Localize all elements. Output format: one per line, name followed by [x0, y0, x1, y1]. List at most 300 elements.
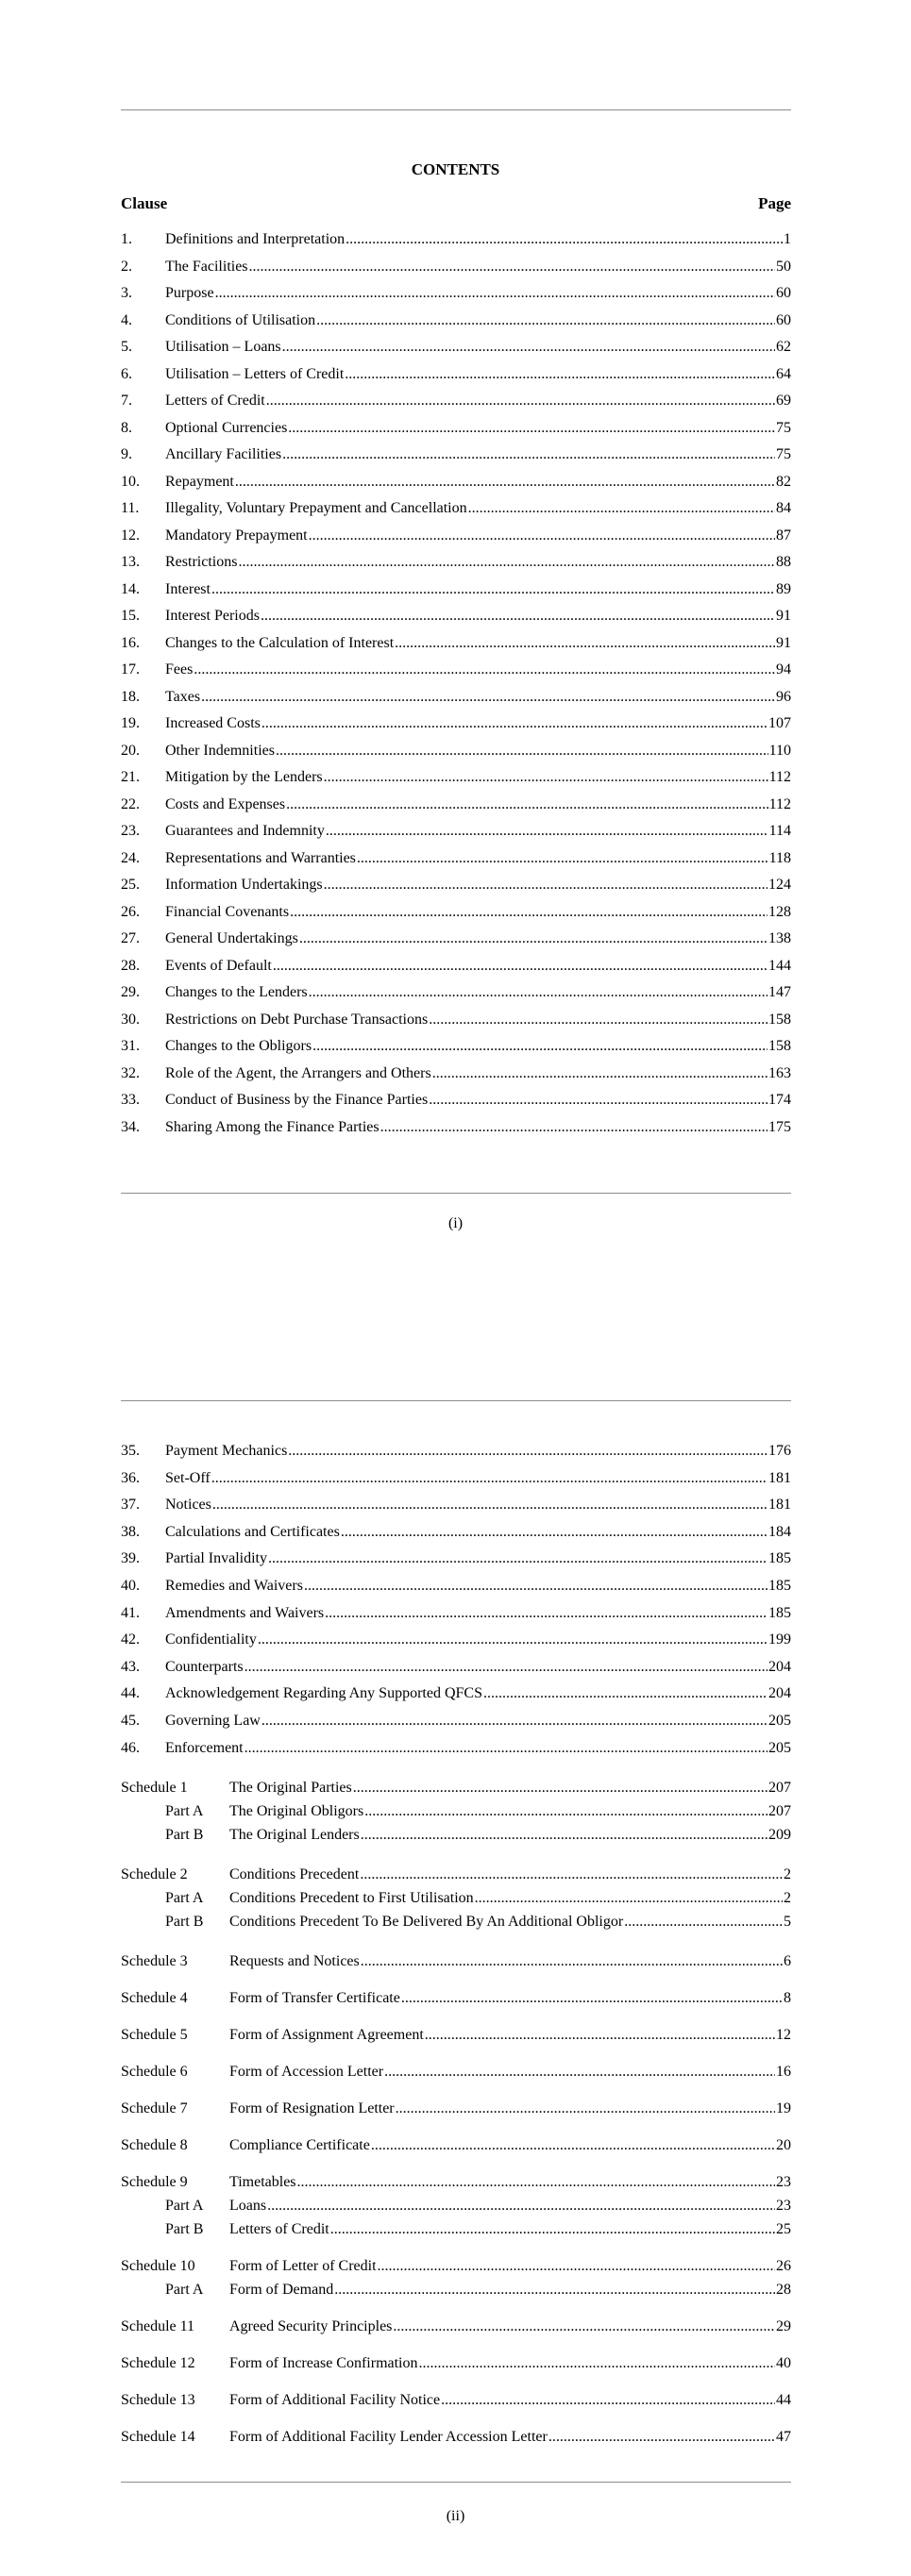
- entry-title: Costs and Expenses: [165, 795, 286, 812]
- entry-page-number: 199: [768, 1631, 791, 1648]
- entry-page-number: 112: [768, 769, 791, 785]
- dot-leader: [245, 1739, 768, 1758]
- toc-entry[interactable]: [121, 1523, 791, 1542]
- clause-number: 29.: [121, 984, 140, 1000]
- dot-leader: [267, 2197, 775, 2216]
- entry-title: Letters of Credit: [165, 393, 265, 409]
- entry-title: Optional Currencies: [165, 419, 288, 436]
- toc-part-entry[interactable]: [165, 2197, 791, 2216]
- clause-number: 46.: [121, 1739, 140, 1756]
- schedule-label: Schedule 2: [121, 1866, 188, 1882]
- dot-leader: [249, 258, 775, 276]
- clause-number: 43.: [121, 1658, 140, 1675]
- entry-page-number: 62: [776, 339, 791, 355]
- entry-title: Restrictions on Debt Purchase Transactions: [165, 1011, 429, 1028]
- entry-page-number: 176: [768, 1443, 791, 1459]
- schedule-label: Schedule 8: [121, 2137, 188, 2153]
- entry-title: Financial Covenants: [165, 903, 290, 920]
- footer-rule: [121, 2482, 791, 2483]
- part-label: Part A: [165, 1890, 204, 1906]
- contents-heading: CONTENTS: [411, 160, 500, 178]
- entry-title: Set-Off: [165, 1469, 211, 1486]
- dot-leader: [245, 1658, 768, 1677]
- entry-title: Sharing Among the Finance Parties: [165, 1118, 380, 1135]
- clause-number: 5.: [121, 339, 132, 355]
- entry-page-number: 91: [776, 608, 791, 624]
- page-number-footer: (i): [447, 1215, 464, 1231]
- toc-schedule-entry[interactable]: [121, 2173, 791, 2192]
- schedule-label: Schedule 11: [121, 2318, 195, 2334]
- dot-leader: [429, 1011, 768, 1029]
- dot-leader: [324, 768, 768, 787]
- entry-page-number: 204: [768, 1685, 791, 1702]
- toc-schedule-entry[interactable]: [121, 2063, 791, 2082]
- entry-page-number: 23: [776, 2198, 791, 2214]
- toc-entry[interactable]: [121, 1549, 791, 1568]
- toc-schedule-entry[interactable]: [121, 2391, 791, 2410]
- entry-page-number: 6: [784, 1953, 791, 1969]
- clause-number: 34.: [121, 1118, 140, 1135]
- entry-page-number: 144: [768, 957, 791, 974]
- entry-page-number: 112: [768, 795, 791, 812]
- clause-number: 20.: [121, 742, 140, 759]
- entry-title: Utilisation – Loans: [165, 339, 281, 355]
- entry-page-number: 60: [776, 311, 791, 328]
- part-label: Part A: [165, 2198, 204, 2214]
- entry-title: Enforcement: [165, 1739, 244, 1756]
- entry-page-number: 1: [784, 231, 791, 247]
- entry-title: Agreed Security Principles: [229, 2318, 393, 2334]
- toc-entry[interactable]: [121, 1496, 791, 1514]
- toc-entry[interactable]: [121, 580, 791, 599]
- header-rule: [121, 109, 791, 110]
- dot-leader: [384, 2063, 775, 2082]
- entry-title: Partial Invalidity: [165, 1550, 267, 1567]
- entry-title: Amendments and Waivers: [165, 1604, 325, 1621]
- page-number-footer: (ii): [446, 2508, 465, 2524]
- entry-page-number: 138: [768, 930, 791, 946]
- entry-title: Requests and Notices: [229, 1953, 360, 1969]
- dot-leader: [361, 1826, 768, 1845]
- toc-entry[interactable]: [121, 795, 791, 814]
- entry-page-number: 124: [768, 877, 791, 893]
- entry-page-number: 174: [768, 1092, 791, 1108]
- dot-leader: [371, 2136, 775, 2155]
- entry-title: Conditions Precedent: [229, 1866, 360, 1882]
- entry-page-number: 128: [768, 903, 791, 920]
- toc-entry[interactable]: [121, 1442, 791, 1461]
- toc-schedule-entry[interactable]: [121, 1779, 791, 1798]
- entry-page-number: 69: [776, 393, 791, 409]
- clause-number: 7.: [121, 393, 132, 409]
- clause-number: 1.: [121, 231, 132, 247]
- toc-schedule-entry[interactable]: [121, 2428, 791, 2447]
- entry-page-number: 185: [768, 1578, 791, 1594]
- entry-title: Conditions of Utilisation: [165, 311, 316, 328]
- entry-title: Representations and Warranties: [165, 849, 356, 866]
- entry-page-number: 12: [776, 2027, 791, 2043]
- entry-title: Definitions and Interpretation: [165, 231, 346, 247]
- dot-leader: [330, 2220, 775, 2239]
- dot-leader: [312, 1037, 768, 1056]
- entry-title: Interest: [165, 580, 211, 597]
- toc-entry[interactable]: [121, 258, 791, 276]
- entry-title: Form of Accession Letter: [229, 2064, 384, 2080]
- clause-number: 22.: [121, 795, 140, 812]
- entry-title: The Facilities: [165, 258, 248, 275]
- toc-entry[interactable]: [121, 768, 791, 787]
- toc-entry[interactable]: [121, 338, 791, 357]
- dot-leader: [441, 2391, 775, 2410]
- entry-title: Taxes: [165, 688, 201, 705]
- entry-page-number: 5: [784, 1914, 791, 1930]
- dot-leader: [288, 1442, 768, 1461]
- clause-number: 24.: [121, 849, 140, 866]
- toc-entry[interactable]: [121, 473, 791, 492]
- dot-leader: [378, 2257, 775, 2276]
- entry-title: Conditions Precedent To Be Delivered By An Additional Obligor: [229, 1914, 624, 1930]
- part-label: Part B: [165, 1914, 204, 1930]
- entry-page-number: 207: [768, 1803, 791, 1819]
- toc-entry[interactable]: [121, 1604, 791, 1623]
- clause-number: 38.: [121, 1523, 140, 1540]
- entry-title: Acknowledgement Regarding Any Supported QFCS: [165, 1685, 482, 1702]
- toc-part-entry[interactable]: [165, 1826, 791, 1845]
- toc-entry[interactable]: [121, 634, 791, 653]
- part-label: Part A: [165, 2282, 204, 2298]
- dot-leader: [361, 1952, 783, 1971]
- clause-number: 6.: [121, 365, 132, 382]
- entry-title: The Original Lenders: [229, 1827, 360, 1843]
- toc-entry[interactable]: [121, 230, 791, 249]
- entry-title: Loans: [229, 2198, 267, 2214]
- entry-title: Counterparts: [165, 1658, 244, 1675]
- toc-entry[interactable]: [121, 1631, 791, 1649]
- entry-page-number: 2: [784, 1866, 791, 1882]
- toc-entry[interactable]: [121, 983, 791, 1002]
- clause-number: 45.: [121, 1713, 140, 1729]
- entry-page-number: 205: [768, 1739, 791, 1756]
- entry-page-number: 94: [776, 661, 791, 677]
- clause-number: 18.: [121, 688, 140, 705]
- entry-page-number: 158: [768, 1011, 791, 1028]
- schedule-label: Schedule 3: [121, 1953, 188, 1969]
- entry-page-number: 60: [776, 285, 791, 301]
- entry-page-number: 181: [768, 1469, 791, 1486]
- entry-page-number: 175: [768, 1118, 791, 1135]
- clause-number: 10.: [121, 473, 140, 490]
- dot-leader: [211, 1469, 768, 1488]
- toc-schedule-entry[interactable]: [121, 2257, 791, 2276]
- toc-entry[interactable]: [121, 1658, 791, 1677]
- schedule-label: Schedule 1: [121, 1780, 188, 1796]
- part-label: Part A: [165, 1803, 204, 1819]
- entry-page-number: 50: [776, 258, 791, 275]
- entry-title: Changes to the Obligors: [165, 1038, 312, 1054]
- clause-number: 25.: [121, 877, 140, 893]
- entry-title: Information Undertakings: [165, 877, 323, 893]
- entry-page-number: 82: [776, 473, 791, 490]
- dot-leader: [304, 1577, 768, 1596]
- entry-title: Timetables: [229, 2174, 296, 2190]
- schedule-label: Schedule 13: [121, 2392, 195, 2408]
- schedule-label: Schedule 6: [121, 2064, 188, 2080]
- entry-page-number: 207: [768, 1780, 791, 1796]
- dot-leader: [261, 607, 775, 626]
- entry-page-number: 184: [768, 1523, 791, 1540]
- dot-leader: [380, 1118, 768, 1137]
- entry-title: Mandatory Prepayment: [165, 527, 308, 544]
- clause-number: 44.: [121, 1685, 140, 1702]
- footer-rule: [121, 1193, 791, 1194]
- entry-title: Form of Assignment Agreement: [229, 2027, 424, 2043]
- entry-title: Calculations and Certificates: [165, 1523, 340, 1540]
- clause-number: 27.: [121, 930, 140, 946]
- part-label: Part B: [165, 1827, 204, 1843]
- clause-number: 2.: [121, 258, 132, 275]
- dot-leader: [624, 1913, 783, 1932]
- toc-entry[interactable]: [121, 1712, 791, 1731]
- dot-leader: [201, 688, 775, 707]
- schedule-label: Schedule 5: [121, 2027, 188, 2043]
- toc-entry[interactable]: [121, 1577, 791, 1596]
- entry-title: Other Indemnities: [165, 742, 275, 759]
- dot-leader: [309, 527, 775, 545]
- toc-entry[interactable]: [121, 849, 791, 868]
- entry-title: Restrictions: [165, 554, 238, 570]
- entry-title: Conditions Precedent to First Utilisation: [229, 1890, 474, 1906]
- entry-title: Interest Periods: [165, 608, 260, 624]
- entry-page-number: 20: [776, 2137, 791, 2153]
- toc-entry[interactable]: [121, 1037, 791, 1056]
- toc-entry[interactable]: [121, 822, 791, 841]
- entry-page-number: 84: [776, 500, 791, 516]
- toc-entry[interactable]: [121, 445, 791, 464]
- entry-page-number: 204: [768, 1658, 791, 1675]
- entry-page-number: 40: [776, 2355, 791, 2371]
- toc-schedule-entry[interactable]: [121, 2026, 791, 2045]
- dot-leader: [258, 1631, 768, 1649]
- toc-part-entry[interactable]: [165, 1889, 791, 1908]
- toc-entry[interactable]: [121, 1011, 791, 1029]
- clause-number: 9.: [121, 446, 132, 462]
- entry-page-number: 185: [768, 1550, 791, 1567]
- header-rule: [121, 1400, 791, 1401]
- dot-leader: [235, 473, 775, 492]
- clause-number: 40.: [121, 1578, 140, 1594]
- toc-schedule-entry[interactable]: [121, 1989, 791, 2008]
- toc-schedule-entry[interactable]: [121, 2099, 791, 2118]
- entry-title: Ancillary Facilities: [165, 446, 282, 462]
- entry-title: Notices: [165, 1497, 211, 1514]
- entry-page-number: 209: [768, 1827, 791, 1843]
- toc-entry[interactable]: [121, 284, 791, 303]
- clause-number: 32.: [121, 1064, 140, 1081]
- entry-title: Guarantees and Indemnity: [165, 823, 325, 839]
- entry-title: The Original Parties: [229, 1780, 352, 1796]
- entry-page-number: 91: [776, 634, 791, 651]
- clause-number: 39.: [121, 1550, 140, 1567]
- toc-entry[interactable]: [121, 661, 791, 679]
- clause-number: 26.: [121, 903, 140, 920]
- entry-title: Fees: [165, 661, 194, 677]
- entry-page-number: 44: [776, 2392, 791, 2408]
- entry-title: Compliance Certificate: [229, 2137, 370, 2153]
- dot-leader: [393, 2317, 775, 2336]
- dot-leader: [475, 1889, 783, 1908]
- clause-number: 30.: [121, 1011, 140, 1028]
- toc-entry[interactable]: [121, 1469, 791, 1488]
- clause-number: 31.: [121, 1038, 140, 1054]
- toc-part-entry[interactable]: [165, 1802, 791, 1821]
- dot-leader: [326, 822, 768, 841]
- entry-title: Form of Demand: [229, 2282, 334, 2298]
- toc-part-entry[interactable]: [165, 1913, 791, 1932]
- toc-entry[interactable]: [121, 903, 791, 922]
- entry-title: Form of Letter of Credit: [229, 2258, 377, 2274]
- clause-number: 23.: [121, 823, 140, 839]
- entry-page-number: 147: [768, 984, 791, 1000]
- entry-page-number: 118: [768, 849, 791, 866]
- dot-leader: [429, 1091, 768, 1110]
- toc-entry[interactable]: [121, 714, 791, 733]
- toc-entry[interactable]: [121, 1118, 791, 1137]
- entry-title: Changes to the Calculation of Interest: [165, 634, 395, 651]
- entry-page-number: 185: [768, 1604, 791, 1621]
- dot-leader: [273, 957, 768, 976]
- toc-entry[interactable]: [121, 957, 791, 976]
- entry-title: Repayment: [165, 473, 234, 490]
- dot-leader: [211, 580, 775, 599]
- dot-leader: [238, 553, 775, 572]
- dot-leader: [215, 284, 775, 303]
- toc-entry[interactable]: [121, 929, 791, 948]
- toc-entry[interactable]: [121, 876, 791, 895]
- entry-page-number: 96: [776, 688, 791, 705]
- part-label: Part B: [165, 2221, 204, 2237]
- schedule-label: Schedule 14: [121, 2429, 195, 2445]
- clause-number: 13.: [121, 554, 140, 570]
- dot-leader: [395, 634, 775, 653]
- entry-page-number: 26: [776, 2258, 791, 2274]
- dot-leader: [334, 2281, 775, 2300]
- toc-schedule-entry[interactable]: [121, 1865, 791, 1884]
- entry-title: Governing Law: [165, 1713, 261, 1729]
- toc-entry[interactable]: [121, 742, 791, 761]
- toc-page-2: [0, 1291, 911, 2576]
- toc-entry[interactable]: [121, 607, 791, 626]
- entry-page-number: 89: [776, 580, 791, 597]
- entry-page-number: 158: [768, 1038, 791, 1054]
- clause-number: 15.: [121, 608, 140, 624]
- entry-title: Conduct of Business by the Finance Parties: [165, 1092, 429, 1108]
- toc-entry[interactable]: [121, 1739, 791, 1758]
- clause-number: 3.: [121, 285, 132, 301]
- clause-number: 11.: [121, 500, 140, 516]
- toc-schedule-entry[interactable]: [121, 2317, 791, 2336]
- entry-page-number: 29: [776, 2318, 791, 2334]
- entry-title: Form of Additional Facility Notice: [229, 2392, 441, 2408]
- toc-part-entry[interactable]: [165, 2281, 791, 2300]
- toc-entry[interactable]: [121, 419, 791, 438]
- entry-page-number: 25: [776, 2221, 791, 2237]
- toc-entry[interactable]: [121, 499, 791, 518]
- toc-schedule-entry[interactable]: [121, 2136, 791, 2155]
- clause-number: 33.: [121, 1092, 140, 1108]
- dot-leader: [345, 365, 775, 384]
- toc-entry[interactable]: [121, 1064, 791, 1083]
- entry-page-number: 47: [776, 2429, 791, 2445]
- entry-title: The Original Obligors: [229, 1803, 364, 1819]
- clause-number: 17.: [121, 661, 140, 677]
- entry-title: Form of Additional Facility Lender Accession Letter: [229, 2429, 548, 2445]
- clause-number: 12.: [121, 527, 140, 544]
- dot-leader: [346, 230, 783, 249]
- dot-leader: [425, 2026, 775, 2045]
- clause-number: 36.: [121, 1469, 140, 1486]
- dot-leader: [282, 338, 775, 357]
- dot-leader: [364, 1802, 768, 1821]
- entry-page-number: 64: [776, 365, 791, 382]
- dot-leader: [483, 1684, 768, 1703]
- dot-leader: [290, 903, 768, 922]
- dot-leader: [261, 1712, 768, 1731]
- toc-entry[interactable]: [121, 311, 791, 330]
- dot-leader: [396, 2099, 775, 2118]
- entry-page-number: 88: [776, 554, 791, 570]
- entry-page-number: 8: [784, 1990, 791, 2006]
- toc-entry[interactable]: [121, 527, 791, 545]
- dot-leader: [309, 983, 768, 1002]
- dot-leader: [212, 1496, 768, 1514]
- dot-leader: [282, 445, 775, 464]
- entry-title: Illegality, Voluntary Prepayment and Cancellation: [165, 500, 467, 516]
- toc-entry[interactable]: [121, 365, 791, 384]
- schedule-label: Schedule 7: [121, 2100, 188, 2116]
- toc-entry[interactable]: [121, 392, 791, 410]
- entry-title: Role of the Agent, the Arrangers and Others: [165, 1064, 431, 1081]
- entry-page-number: 28: [776, 2282, 791, 2298]
- entry-title: Letters of Credit: [229, 2221, 329, 2237]
- entry-page-number: 114: [768, 823, 791, 839]
- toc-entry[interactable]: [121, 1091, 791, 1110]
- toc-part-entry[interactable]: [165, 2220, 791, 2239]
- toc-entry[interactable]: [121, 1684, 791, 1703]
- dot-leader: [341, 1523, 768, 1542]
- entry-page-number: 87: [776, 527, 791, 544]
- clause-number: 42.: [121, 1631, 140, 1648]
- dot-leader: [360, 1865, 783, 1884]
- schedule-label: Schedule 4: [121, 1990, 188, 2006]
- dot-leader: [266, 392, 775, 410]
- toc-entry[interactable]: [121, 553, 791, 572]
- dot-leader: [432, 1064, 768, 1083]
- toc-schedule-entry[interactable]: [121, 2354, 791, 2373]
- dot-leader: [419, 2354, 776, 2373]
- entry-page-number: 107: [768, 715, 791, 731]
- toc-schedule-entry[interactable]: [121, 1952, 791, 1971]
- entry-title: Increased Costs: [165, 715, 261, 731]
- toc-entry[interactable]: [121, 688, 791, 707]
- dot-leader: [297, 2173, 775, 2192]
- schedule-label: Schedule 12: [121, 2355, 195, 2371]
- entry-title: Mitigation by the Lenders: [165, 769, 323, 785]
- dot-leader: [325, 1604, 768, 1623]
- dot-leader: [299, 929, 768, 948]
- schedule-label: Schedule 9: [121, 2174, 188, 2190]
- entry-page-number: 205: [768, 1713, 791, 1729]
- page-column-label: Page: [758, 194, 791, 212]
